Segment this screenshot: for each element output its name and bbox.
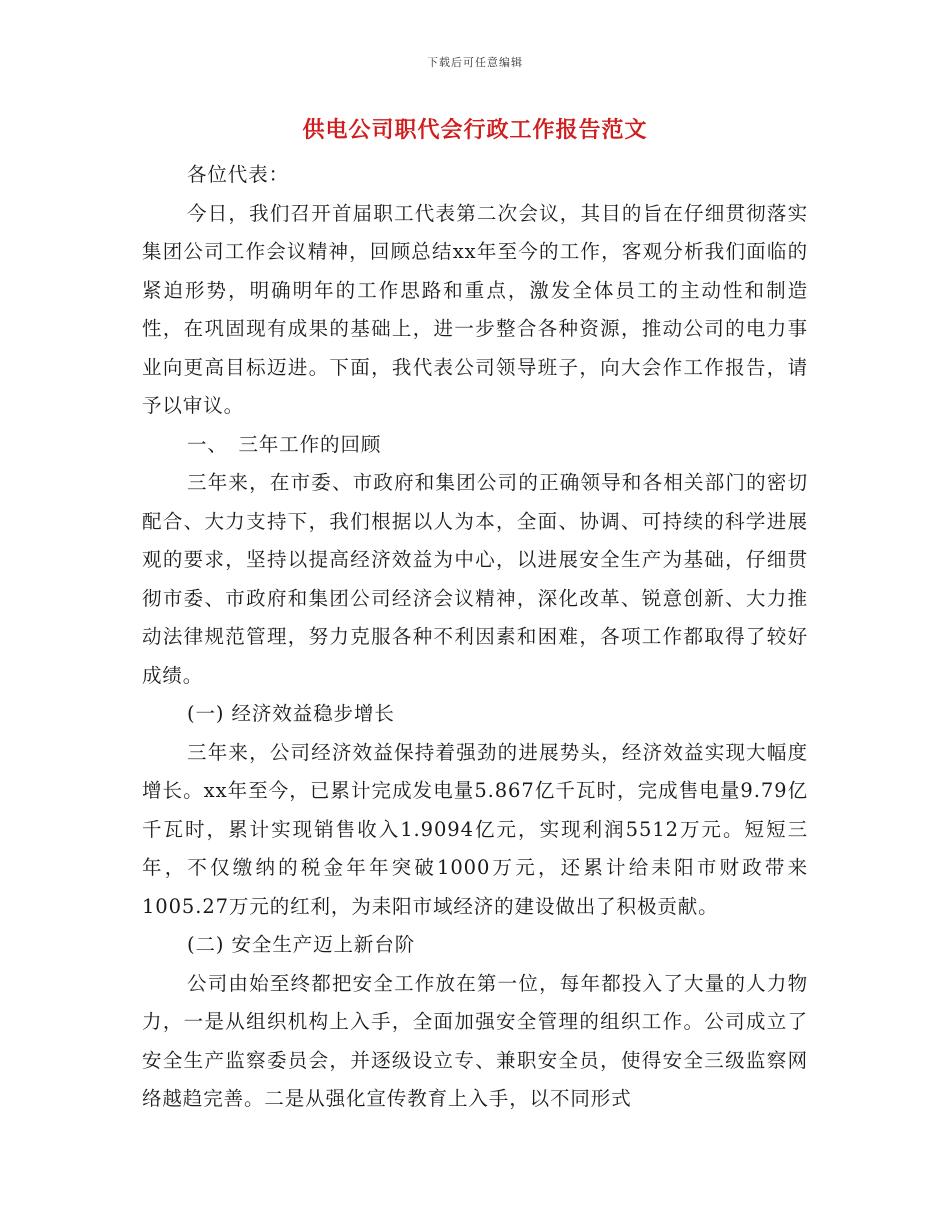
header-note: 下载后可任意编辑: [427, 56, 523, 69]
subheading-safety: (二) 安全生产迈上新台阶: [187, 933, 416, 956]
paragraph-review: 三年来，在市委、市政府和集团公司的正确领导和各相关部门的密切配合、大力支持下，我们根据以人为本，全面、协调、可持续的科学进展观的要求，坚持以提高经济效益为中心，以进展安全生产为基础，仔细贯彻市委、市政府和集团公司经济会议精神，深化改革、锐意创新、大力推动法律规范管理，努力克服各种不利因素和困难，各项工作都取得了较好成绩。: [142, 471, 808, 687]
subheading-economic: (一) 经济效益稳步增长: [187, 702, 395, 725]
document-title: 供电公司职代会行政工作报告范文: [302, 117, 648, 143]
paragraph-economic: 三年来，公司经济效益保持着强劲的进展势头，经济效益实现大幅度增长。xx年至今，已累计完成发电量5.867亿千瓦时，完成售电量9.79亿千瓦时，累计实现销售收入1.9094亿元，实现利润5512万元。短短三年，不仅缴纳的税金年年突破1000万元，还累计给耒阳市财政带来1005.27万元的红利，为耒阳市域经济的建设做出了积极贡献。: [142, 740, 808, 918]
section-heading-review: 一、 三年工作的回顾: [187, 432, 382, 456]
paragraph-safety: 公司由始至终都把安全工作放在第一位，每年都投入了大量的人力物力，一是从组织机构上入手，全面加强安全管理的组织工作。公司成立了安全生产监察委员会，并逐级设立专、兼职安全员，使得安全三级监察网络越趋完善。二是从强化宣传教育上入手，以不同形式: [142, 971, 808, 1110]
salutation: 各位代表：: [187, 163, 290, 186]
document-body: [142, 156, 808, 1119]
paragraph-intro: 今日，我们召开首届职工代表第二次会议，其目的旨在仔细贯彻落实集团公司工作会议精神，回顾总结xx年至今的工作，客观分析我们面临的紧迫形势，明确明年的工作思路和重点，激发全体员工的主动性和制造性，在巩固现有成果的基础上，进一步整合各种资源，推动公司的电力事业向更高目标迈进。下面，我代表公司领导班子，向大会作工作报告，请予以审议。: [142, 201, 808, 417]
